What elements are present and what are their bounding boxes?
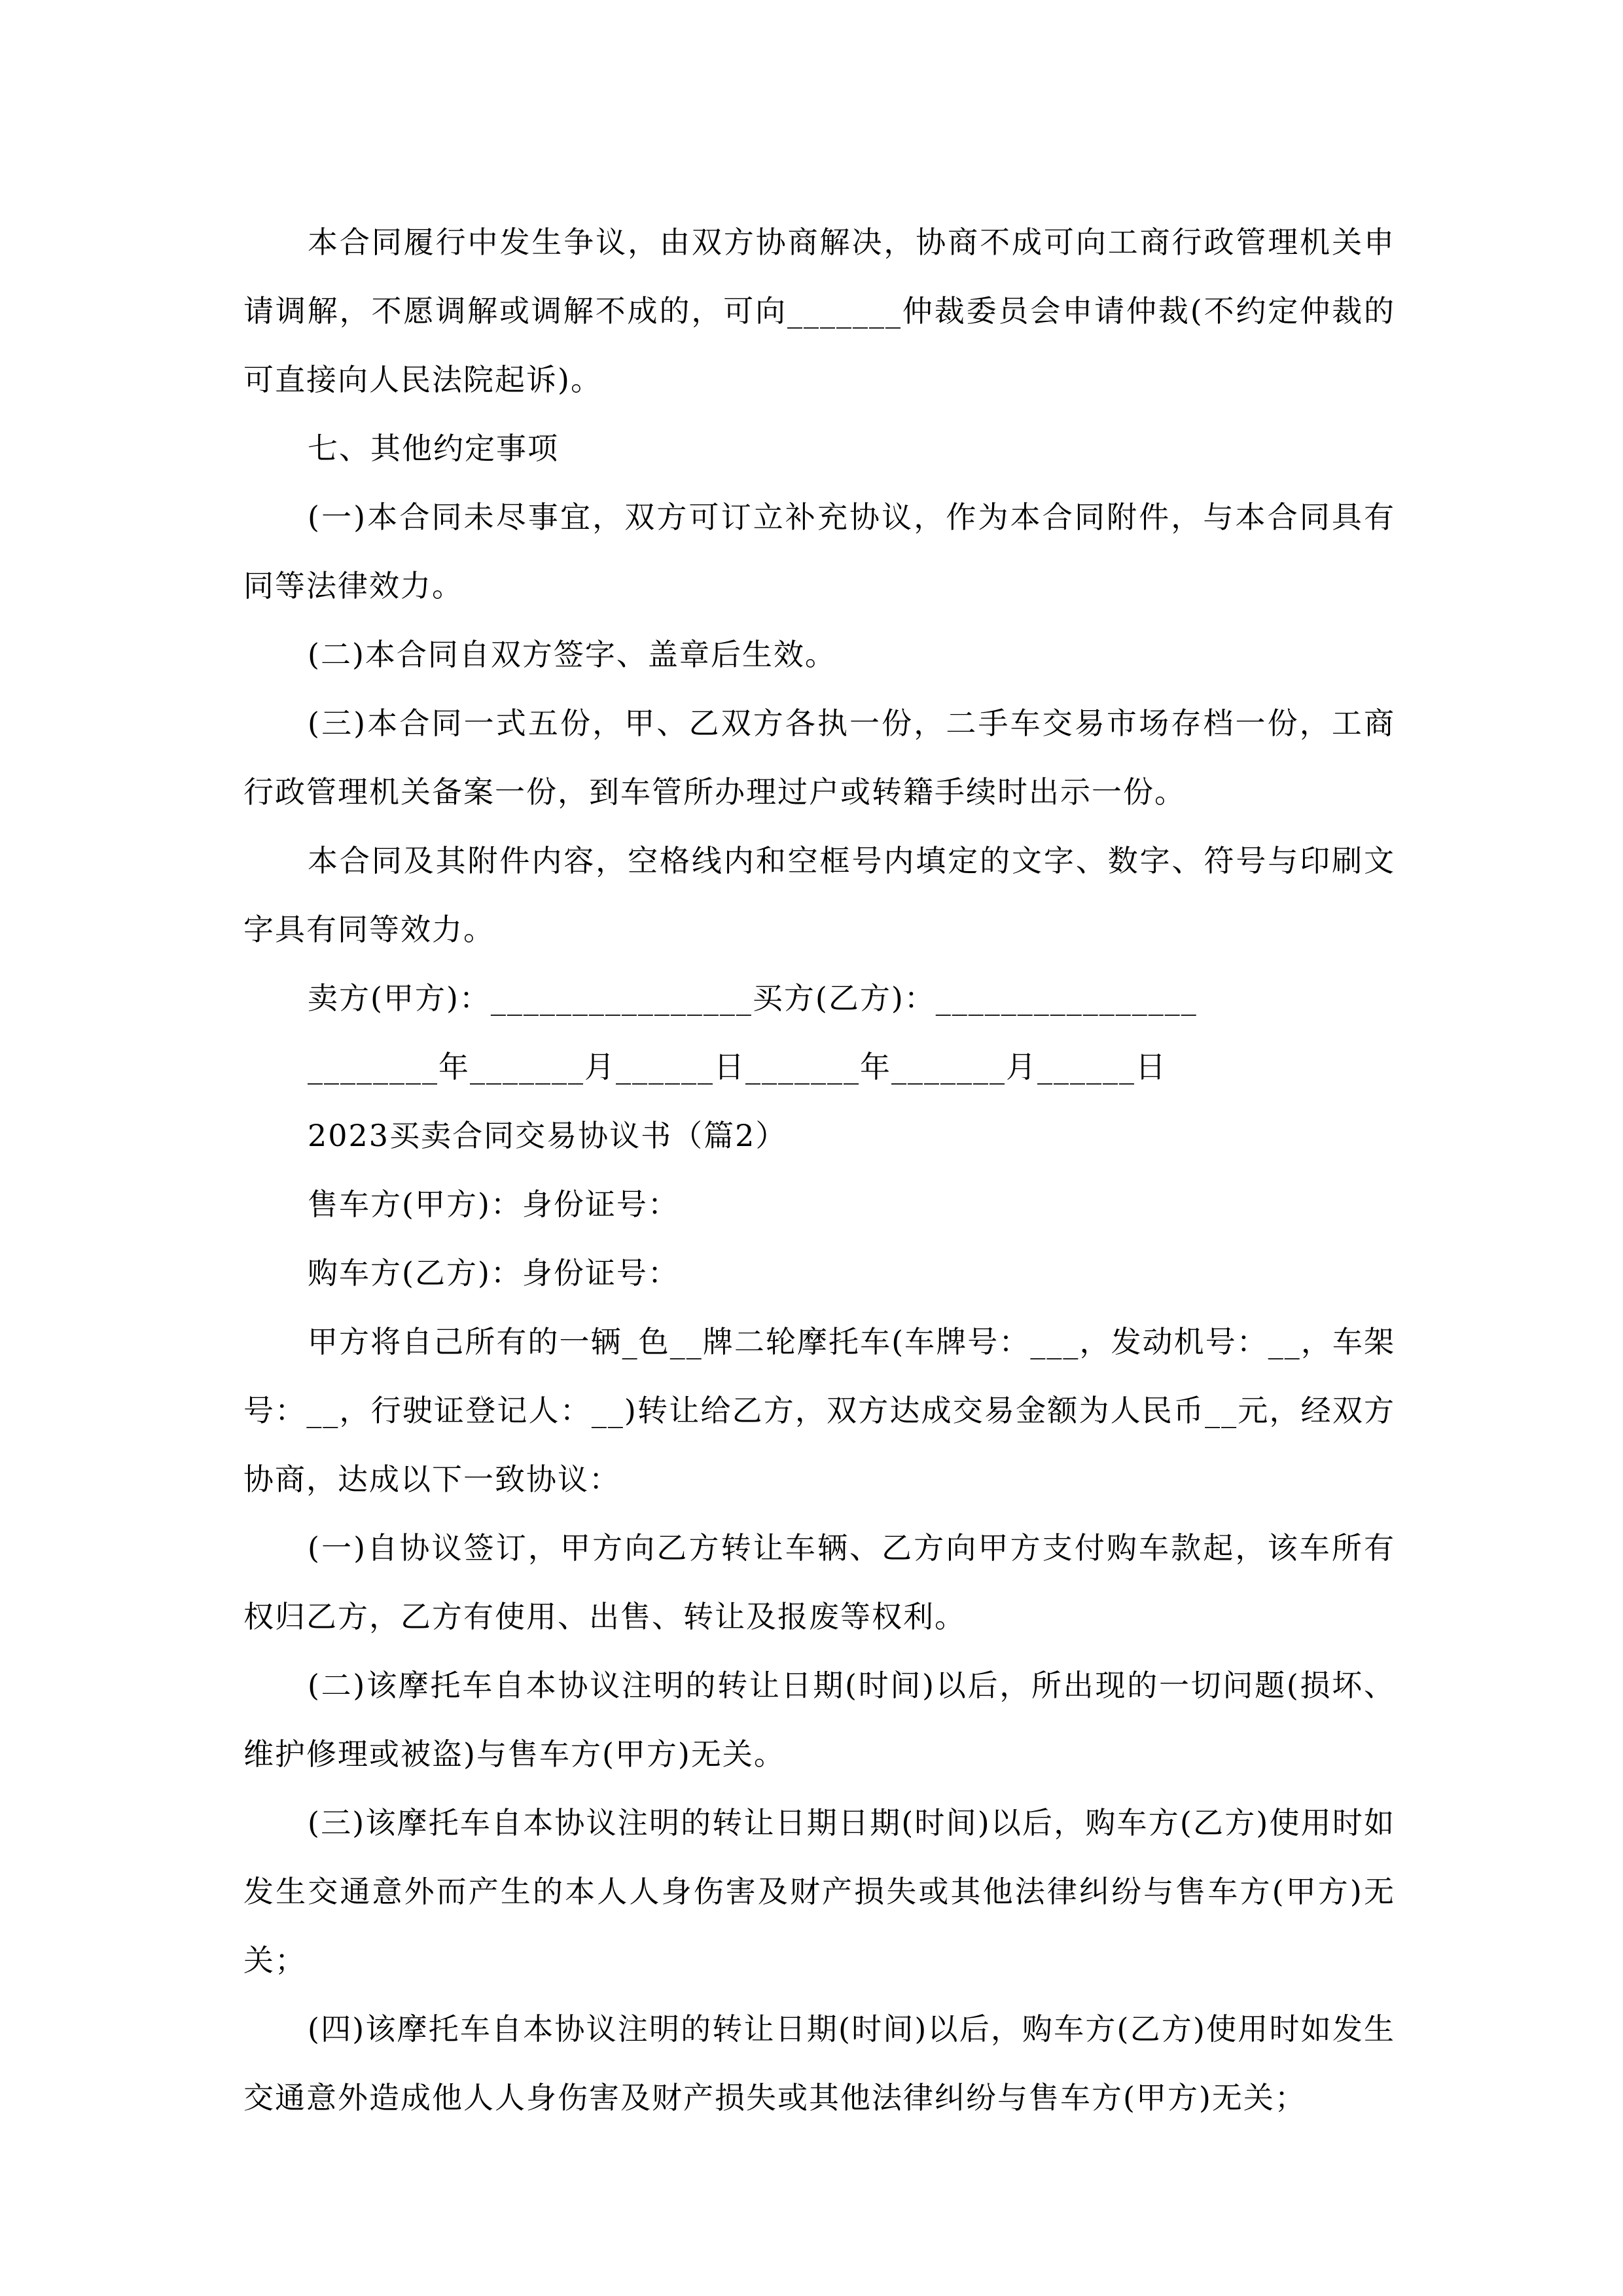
paragraph-agreement-2: (二)该摩托车自本协议注明的转让日期(时间)以后，所出现的一切问题(损坏、维护修理或被盗)与售车方(甲方)无关。 — [243, 1668, 1395, 1772]
paragraph-term-3: (三)本合同一式五份，甲、乙双方各执一份，二手车交易市场存档一份，工商行政管理机关备案一份，到车管所办理过户或转籍手续时出示一份。 — [243, 706, 1395, 810]
heading-other-terms: 七、其他约定事项 — [308, 431, 559, 466]
paragraph-agreement-4: (四)该摩托车自本协议注明的转让日期(时间)以后，购车方(乙方)使用时如发生交通意外造成他人人身伤害及财产损失或其他法律纠纷与售车方(甲方)无关； — [243, 2011, 1395, 2115]
paragraph-annex-validity: 本合同及其附件内容，空格线内和空框号内填定的文字、数字、符号与印刷文字具有同等效力。 — [243, 843, 1395, 947]
paragraph-agreement-1: (一)自协议签订，甲方向乙方转让车辆、乙方向甲方支付购车款起，该车所有权归乙方，乙方有使用、出售、转让及报废等权利。 — [243, 1530, 1395, 1634]
date-line: ________年_______月______日_______年_______月______日 — [308, 1049, 1167, 1085]
paragraph-term-1: (一)本合同未尽事宜，双方可订立补充协议，作为本合同附件，与本合同具有同等法律效力。 — [243, 499, 1395, 603]
paragraph-vehicle-transfer: 甲方将自己所有的一辆_色__牌二轮摩托车(车牌号：___，发动机号：__，车架号：__，行驶证登记人：__)转让给乙方，双方达成交易金额为人民币__元，经双方协商，达成以下一致协议： — [243, 1324, 1395, 1497]
paragraph-dispute: 本合同履行中发生争议，由双方协商解决，协商不成可向工商行政管理机关申请调解，不愿调解或调解不成的，可向_______仲裁委员会申请仲裁(不约定仲裁的可直接向人民法院起诉)。 — [243, 224, 1395, 397]
paragraph-agreement-3: (三)该摩托车自本协议注明的转让日期日期(时间)以后，购车方(乙方)使用时如发生交通意外而产生的本人人身伤害及财产损失或其他法律纠纷与售车方(甲方)无关； — [243, 1805, 1395, 1978]
paragraph-term-2: (二)本合同自双方签字、盖章后生效。 — [308, 637, 836, 672]
seller-line: 售车方(甲方)：身份证号： — [308, 1187, 679, 1222]
signature-line: 卖方(甲方)：________________买方(乙方)：________________ — [308, 980, 1198, 1016]
document-body — [243, 208, 1395, 2132]
buyer-line: 购车方(乙方)：身份证号： — [308, 1255, 679, 1291]
section2-title: 2023买卖合同交易协议书（篇2） — [308, 1118, 787, 1153]
